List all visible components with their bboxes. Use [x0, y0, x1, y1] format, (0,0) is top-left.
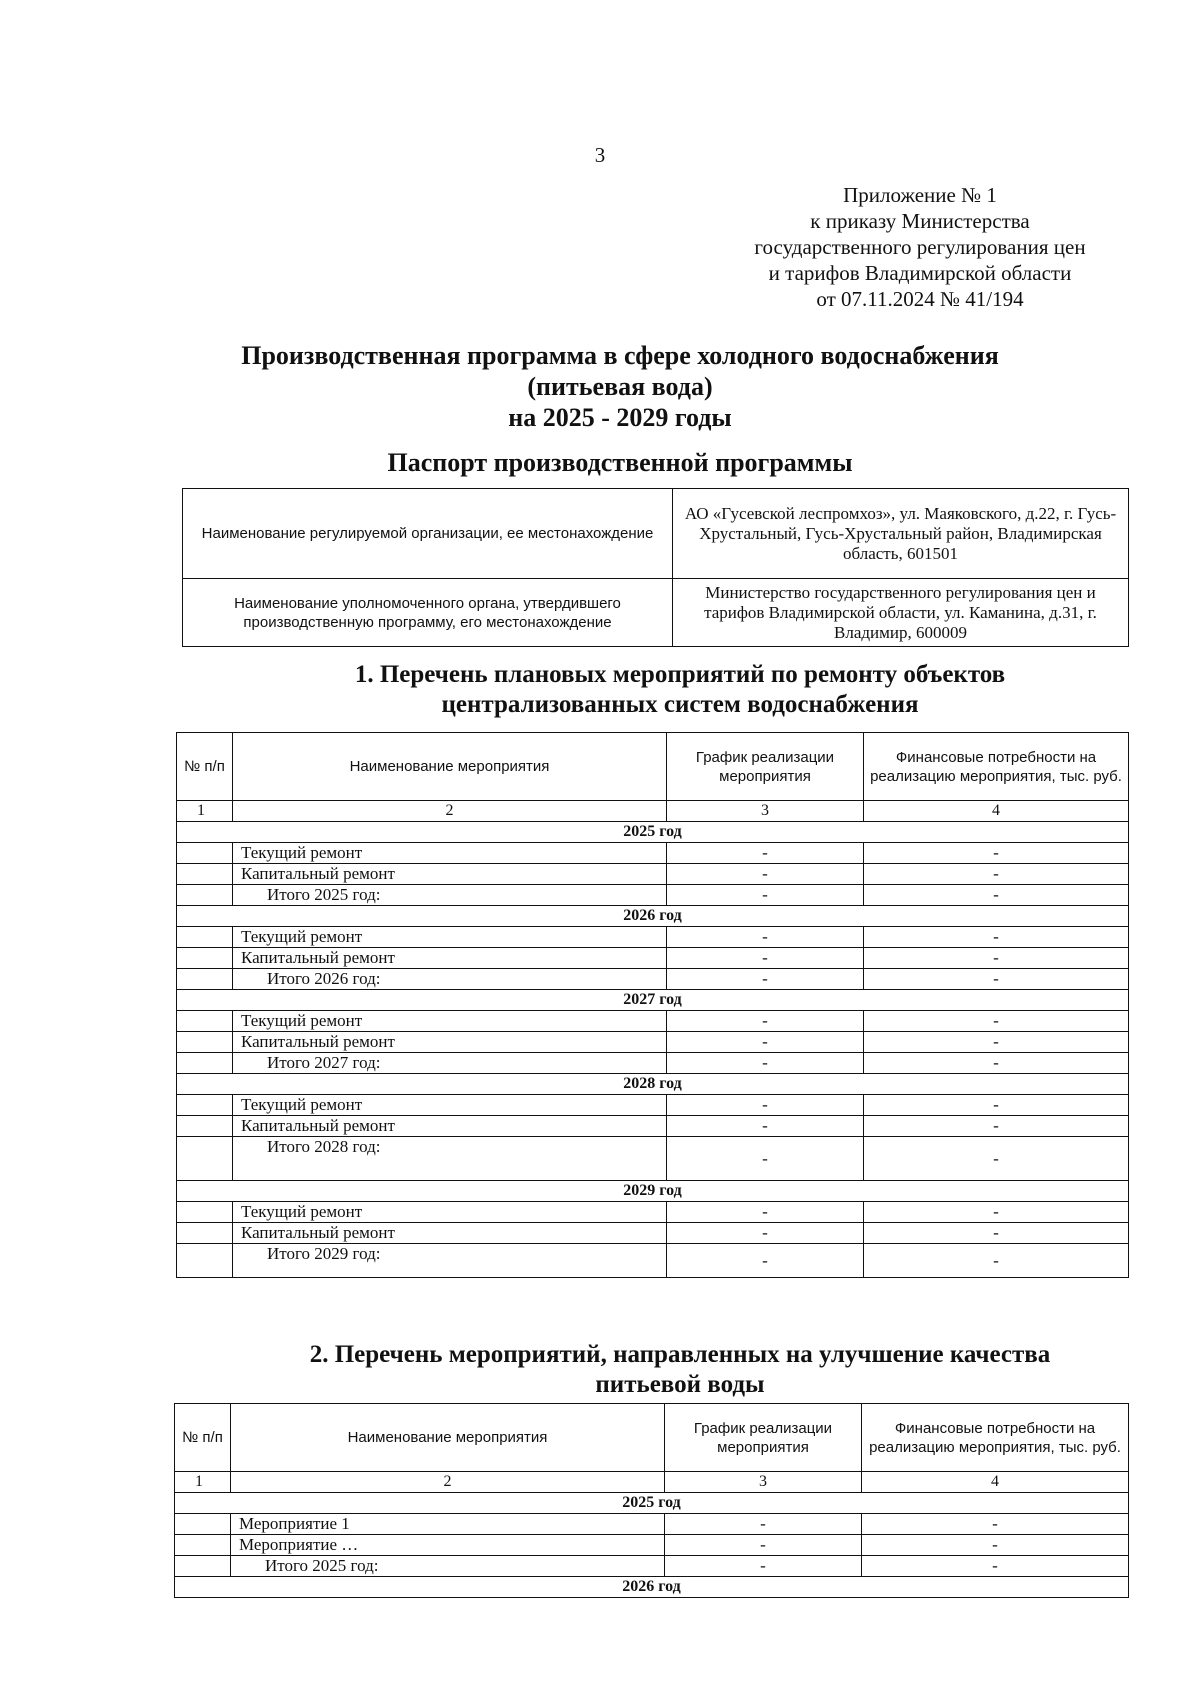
col-number: 1 [175, 1472, 231, 1493]
item-finance: - [864, 948, 1129, 969]
total-name: Итого 2029 год: [233, 1244, 667, 1278]
column-number-row [175, 1472, 1129, 1493]
year-label: 2028 год [177, 1074, 1129, 1095]
total-schedule: - [667, 969, 864, 990]
total-schedule: - [667, 885, 864, 906]
year-label: 2026 год [177, 906, 1129, 927]
item-schedule: - [667, 1011, 864, 1032]
total-schedule: - [667, 1053, 864, 1074]
total-finance: - [862, 1556, 1129, 1577]
header-name: Наименование мероприятия [233, 733, 667, 801]
col-number: 3 [667, 801, 864, 822]
section-title-line: питьевой воды [595, 1371, 765, 1398]
appendix-line: и тарифов Владимирской области [768, 261, 1072, 285]
year-label: 2025 год [177, 822, 1129, 843]
document-title [180, 340, 1060, 433]
year-label: 2026 год [175, 1577, 1129, 1598]
year-row [177, 906, 1129, 927]
year-row [175, 1577, 1129, 1598]
total-finance: - [864, 1053, 1129, 1074]
col-number: 4 [864, 801, 1129, 822]
item-name: Капитальный ремонт [233, 948, 667, 969]
table-row [175, 1535, 1129, 1556]
year-row [177, 990, 1129, 1011]
total-name: Итого 2026 год: [233, 969, 667, 990]
appendix-line: от 07.11.2024 № 41/194 [816, 287, 1024, 311]
total-finance: - [864, 1244, 1129, 1278]
total-schedule: - [667, 1137, 864, 1181]
year-row [175, 1493, 1129, 1514]
item-name: Капитальный ремонт [233, 1116, 667, 1137]
item-finance: - [862, 1514, 1129, 1535]
total-row [177, 1244, 1129, 1278]
year-label: 2029 год [177, 1181, 1129, 1202]
total-finance: - [864, 969, 1129, 990]
item-name: Капитальный ремонт [233, 864, 667, 885]
table-row [177, 927, 1129, 948]
item-schedule: - [667, 1095, 864, 1116]
passport-table [182, 488, 1129, 647]
col-number: 2 [231, 1472, 665, 1493]
header-num: № п/п [177, 733, 233, 801]
column-number-row [177, 801, 1129, 822]
item-schedule: - [667, 1223, 864, 1244]
total-row [177, 1137, 1129, 1181]
item-finance: - [864, 1223, 1129, 1244]
header-finance: Финансовые потребности на реализацию мероприятия, тыс. руб. [862, 1404, 1129, 1472]
table-row [175, 1514, 1129, 1535]
passport-label: Наименование регулируемой организации, ее местонахождение [183, 489, 673, 579]
total-row [177, 969, 1129, 990]
table-row [177, 1011, 1129, 1032]
appendix-line: к приказу Министерства [810, 209, 1030, 233]
total-row [177, 885, 1129, 906]
item-schedule: - [667, 843, 864, 864]
table-row [177, 1202, 1129, 1223]
item-schedule: - [667, 864, 864, 885]
table-row [177, 948, 1129, 969]
year-label: 2027 год [177, 990, 1129, 1011]
header-num: № п/п [175, 1404, 231, 1472]
appendix-line: Приложение № 1 [843, 183, 997, 207]
table-row [177, 1116, 1129, 1137]
item-schedule: - [667, 1032, 864, 1053]
item-name: Текущий ремонт [233, 843, 667, 864]
total-name: Итого 2025 год: [233, 885, 667, 906]
item-finance: - [864, 1202, 1129, 1223]
item-name: Капитальный ремонт [233, 1223, 667, 1244]
item-schedule: - [665, 1535, 862, 1556]
year-label: 2025 год [175, 1493, 1129, 1514]
col-number: 1 [177, 801, 233, 822]
header-schedule: График реализации мероприятия [667, 733, 864, 801]
table-row [177, 864, 1129, 885]
total-schedule: - [665, 1556, 862, 1577]
col-number: 2 [233, 801, 667, 822]
item-finance: - [864, 843, 1129, 864]
item-finance: - [864, 1032, 1129, 1053]
item-name: Мероприятие … [231, 1535, 665, 1556]
item-schedule: - [667, 1116, 864, 1137]
appendix-block [700, 182, 1140, 312]
header-schedule: График реализации мероприятия [665, 1404, 862, 1472]
title-line: Производственная программа в сфере холодного водоснабжения [241, 341, 999, 370]
passport-value: Министерство государственного регулирования цен и тарифов Владимирской области, ул. Каманина, д.31, г. Владимир, 600009 [673, 579, 1129, 647]
item-name: Текущий ремонт [233, 1011, 667, 1032]
table-header-row [177, 733, 1129, 801]
item-schedule: - [667, 948, 864, 969]
table-row [177, 843, 1129, 864]
year-row [177, 822, 1129, 843]
appendix-line: государственного регулирования цен [754, 235, 1086, 259]
item-name: Капитальный ремонт [233, 1032, 667, 1053]
total-schedule: - [667, 1244, 864, 1278]
item-finance: - [864, 1011, 1129, 1032]
header-name: Наименование мероприятия [231, 1404, 665, 1472]
total-name: Итого 2028 год: [233, 1137, 667, 1181]
item-schedule: - [667, 927, 864, 948]
repair-table [176, 732, 1129, 1278]
table-row [177, 1032, 1129, 1053]
total-row [177, 1053, 1129, 1074]
total-finance: - [864, 1137, 1129, 1181]
item-finance: - [862, 1535, 1129, 1556]
total-name: Итого 2025 год: [231, 1556, 665, 1577]
item-schedule: - [667, 1202, 864, 1223]
section2-title [180, 1340, 1180, 1400]
passport-value: АО «Гусевской леспромхоз», ул. Маяковского, д.22, г. Гусь-Хрустальный, Гусь-Хрустальный район, Владимирская область, 601501 [673, 489, 1129, 579]
year-row [177, 1074, 1129, 1095]
section1-title [180, 660, 1180, 720]
section-title-line: 2. Перечень мероприятий, направленных на улучшение качества [309, 1341, 1051, 1368]
item-name: Текущий ремонт [233, 1202, 667, 1223]
item-finance: - [864, 1116, 1129, 1137]
passport-title: Паспорт производственной программы [387, 448, 853, 477]
table-row [177, 1095, 1129, 1116]
table-header-row [175, 1404, 1129, 1472]
item-finance: - [864, 1095, 1129, 1116]
item-name: Текущий ремонт [233, 1095, 667, 1116]
passport-label: Наименование уполномоченного органа, утвердившего производственную программу, его местонахождение [183, 579, 673, 647]
total-finance: - [864, 885, 1129, 906]
page-number: 3 [594, 143, 606, 167]
total-name: Итого 2027 год: [233, 1053, 667, 1074]
item-finance: - [864, 864, 1129, 885]
item-name: Мероприятие 1 [231, 1514, 665, 1535]
item-schedule: - [665, 1514, 862, 1535]
water-quality-table [174, 1403, 1129, 1598]
passport-row [183, 579, 1129, 647]
header-finance: Финансовые потребности на реализацию мероприятия, тыс. руб. [864, 733, 1129, 801]
section-title-line: централизованных систем водоснабжения [441, 691, 919, 718]
item-name: Текущий ремонт [233, 927, 667, 948]
total-row [175, 1556, 1129, 1577]
item-finance: - [864, 927, 1129, 948]
col-number: 3 [665, 1472, 862, 1493]
year-row [177, 1181, 1129, 1202]
title-line: на 2025 - 2029 годы [508, 403, 732, 432]
table-row [177, 1223, 1129, 1244]
section-title-line: 1. Перечень плановых мероприятий по ремонту объектов [354, 661, 1006, 688]
col-number: 4 [862, 1472, 1129, 1493]
title-line: (питьевая вода) [527, 372, 713, 401]
passport-row [183, 489, 1129, 579]
